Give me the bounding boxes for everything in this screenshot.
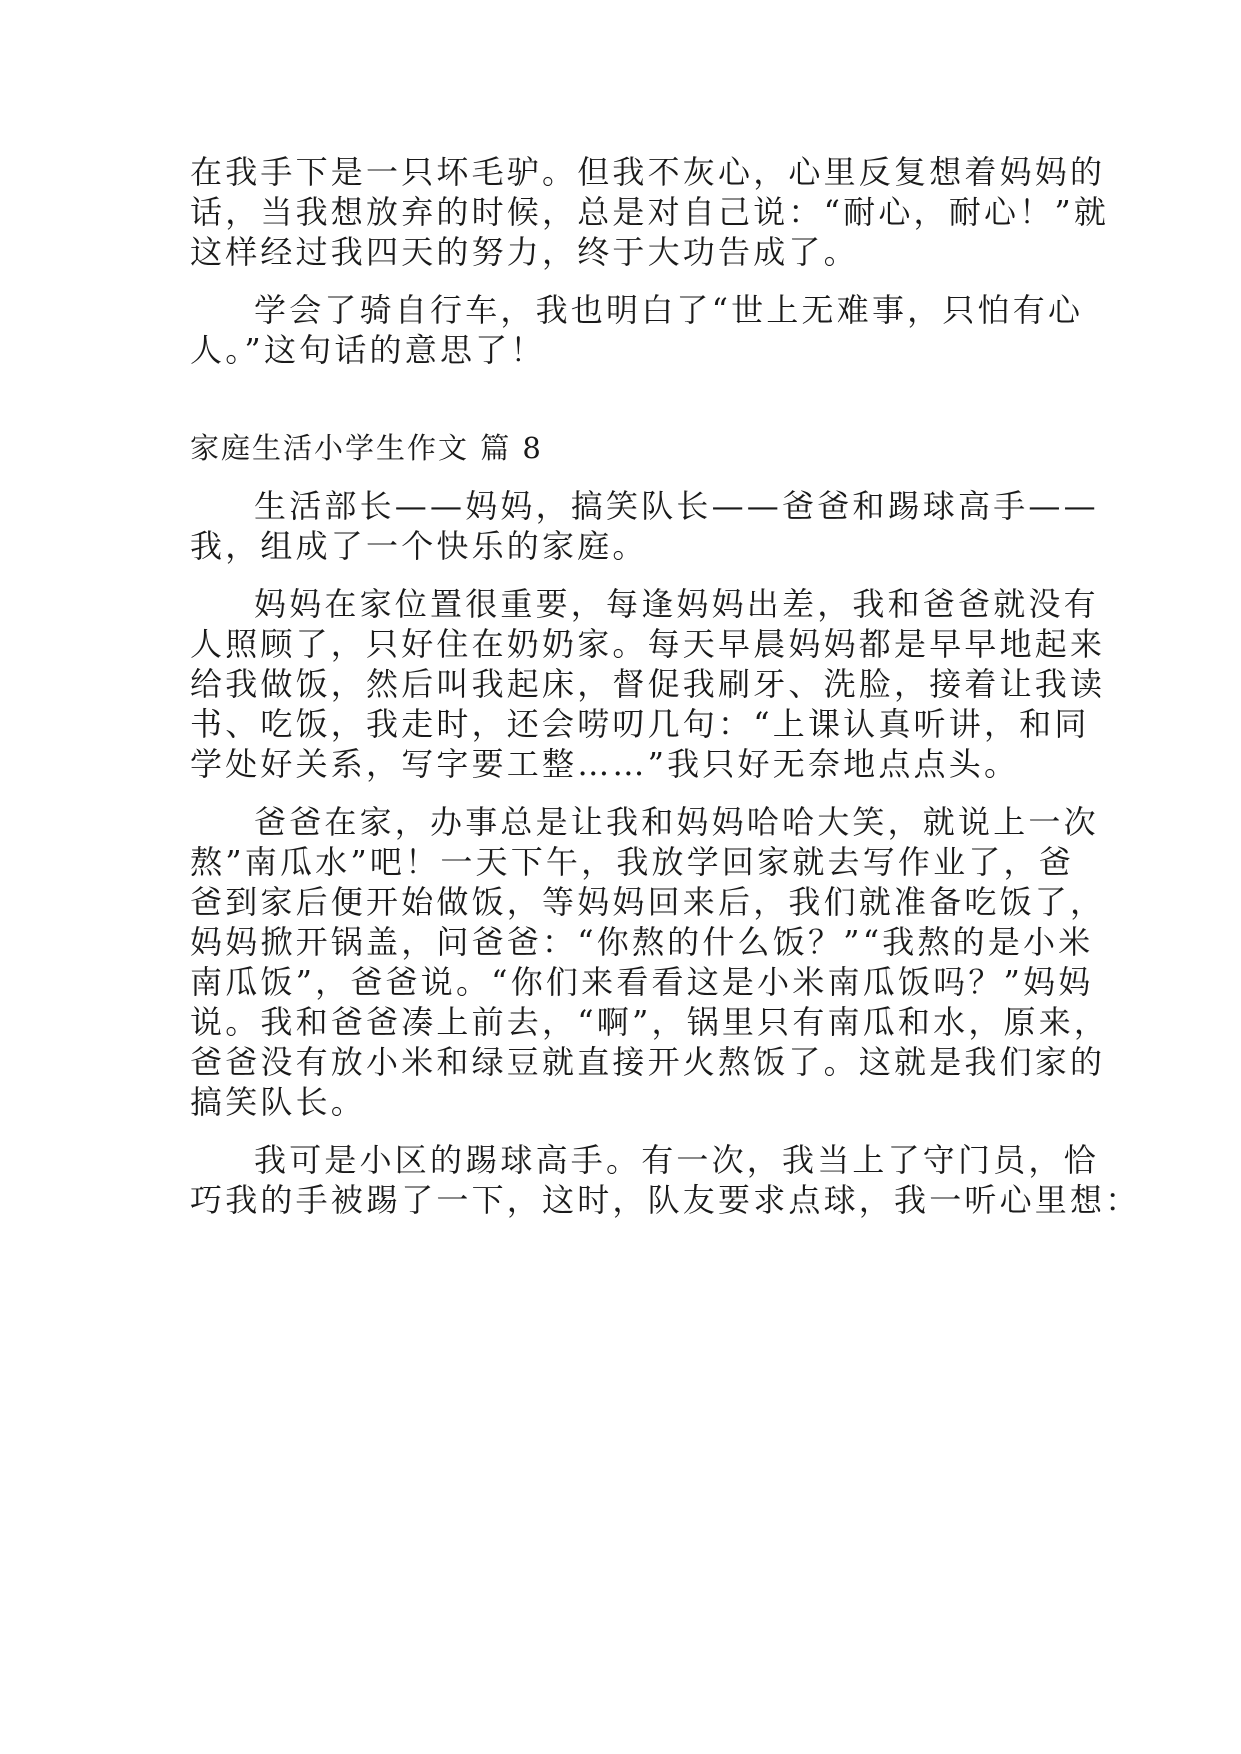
text-line: 生活部长——妈妈，搞笑队长——爸爸和踢球高手——	[254, 487, 1099, 525]
text-line: 熬”南瓜水”吧！一天下午，我放学回家就去写作业了，爸	[190, 843, 1074, 881]
text-line: 学会了骑自行车，我也明白了“世上无难事，只怕有心	[254, 291, 1084, 329]
text-line: 巧我的手被踢了一下，这时，队友要求点球，我一听心里想：	[190, 1181, 1141, 1219]
text-line: 我，组成了一个快乐的家庭。	[190, 527, 648, 565]
text-line: 南瓜饭”，爸爸说。“你们来看看这是小米南瓜饭吗？”妈妈	[190, 963, 1094, 1001]
text-line: 说。我和爸爸凑上前去，“啊”，锅里只有南瓜和水，原来，	[190, 1003, 1110, 1041]
paragraph-continuation	[190, 152, 1110, 272]
text-line: 爸爸在家，办事总是让我和妈妈哈哈大笑，就说上一次	[254, 803, 1099, 841]
paragraph-conclusion	[190, 290, 1084, 370]
text-line: 妈妈在家位置很重要，每逢妈妈出差，我和爸爸就没有	[254, 585, 1099, 623]
text-line: 在我手下是一只坏毛驴。但我不灰心，心里反复想着妈妈的	[190, 153, 1106, 191]
paragraph-dad	[190, 802, 1110, 1122]
text-line: 学处好关系，写字要工整……”我只好无奈地点点头。	[190, 745, 1020, 783]
text-line: 妈妈掀开锅盖，问爸爸：“你熬的什么饭？”“我熬的是小米	[190, 923, 1094, 961]
text-line: 爸到家后便开始做饭，等妈妈回来后，我们就准备吃饭了，	[190, 883, 1106, 921]
paragraph-intro	[190, 486, 1099, 566]
text-line: 搞笑队长。	[190, 1083, 367, 1121]
text-line: 这样经过我四天的努力，终于大功告成了。	[190, 233, 859, 271]
text-line: 我可是小区的踢球高手。有一次，我当上了守门员，恰	[254, 1141, 1099, 1179]
text-line: 人。”这句话的意思了！	[190, 331, 546, 369]
text-line: 话，当我想放弃的时候，总是对自己说：“耐心，耐心！”就	[190, 193, 1110, 231]
text-line: 人照顾了，只好住在奶奶家。每天早晨妈妈都是早早地起来	[190, 625, 1106, 663]
text-line: 给我做饭，然后叫我起床，督促我刷牙、洗脸，接着让我读	[190, 665, 1106, 703]
section-heading: 家庭生活小学生作文 篇 8	[190, 431, 543, 465]
paragraph-me	[190, 1140, 1141, 1220]
document-body	[190, 152, 1141, 1220]
text-line: 爸爸没有放小米和绿豆就直接开火熬饭了。这就是我们家的	[190, 1043, 1106, 1081]
text-line: 书、吃饭，我走时，还会唠叨几句：“上课认真听讲，和同	[190, 705, 1090, 743]
paragraph-mom	[190, 584, 1106, 784]
